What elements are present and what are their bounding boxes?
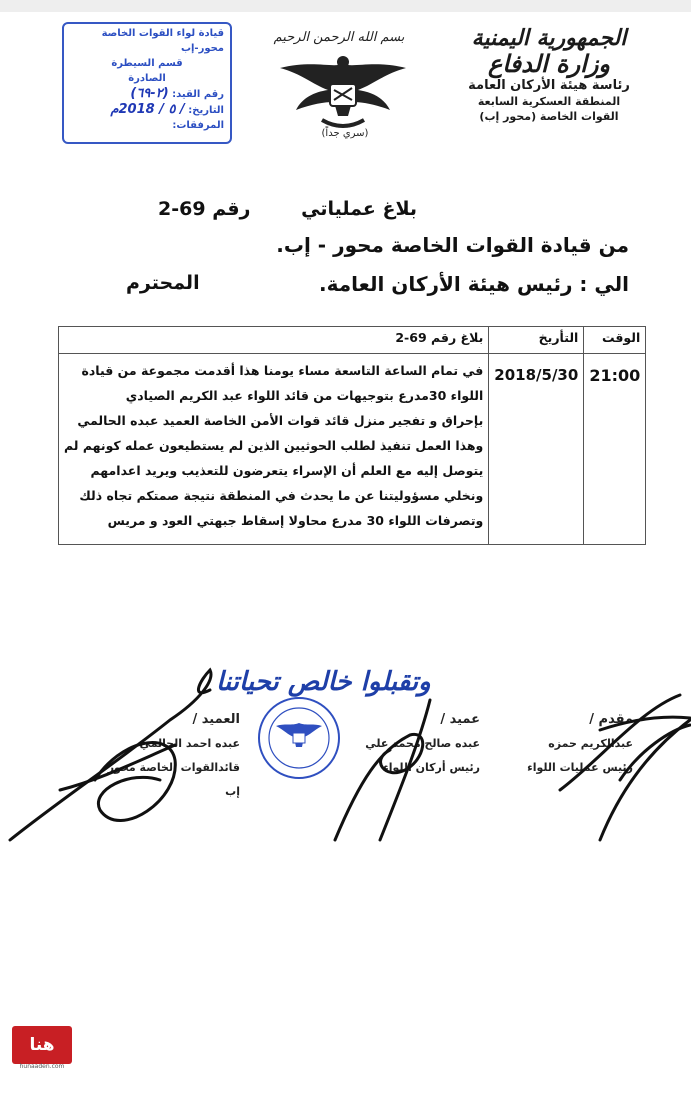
watermark-logo [12, 1026, 72, 1093]
report-line: وهذا العمل تنفيذ لطلب الحوثيين الذين لم يستطيعون عمله كونهم لم [64, 438, 484, 453]
subject-number: رقم 69-2 [158, 198, 251, 220]
basmala: بسم الله الرحمن الرحيم [273, 30, 405, 45]
watermark-url: hunaaden.com [19, 1063, 65, 1070]
staff-name: رئاسة هيئة الأركان العامة [468, 78, 630, 93]
header-date: التأريخ [489, 327, 584, 354]
incoming-stamp [62, 22, 232, 144]
stamp-ref-row [70, 86, 224, 102]
secrecy-label: (سري جداً) [321, 128, 369, 139]
report-table [58, 326, 646, 545]
report-line: يتوصل إليه مع العلم أن الإسراء يتعرضون للتعذيب ويريد اعدامهم [90, 463, 484, 478]
stamp-line-3: الصادرة [128, 73, 166, 84]
official-seal-icon [256, 695, 342, 781]
table-header-row [59, 327, 646, 354]
signature-role: العميد / [192, 712, 240, 727]
report-line: اللواء 30مدرع بتوجيهات من قائد اللواء عبد الكريم الصيادي [125, 388, 484, 403]
stamp-date-value: / ٥ / 2018م [110, 102, 185, 117]
to-line: الي : رئيس هيئة الأركان العامة. [319, 272, 629, 296]
report-line: ونخلي مسؤوليتنا عن ما يحدث في المنطقة نتيجة صمتكم تجاه ذلك [79, 488, 484, 503]
header-report: بلاغ رقم 69-2 [59, 327, 489, 354]
top-strip [0, 0, 691, 12]
signature-block-operations [473, 708, 633, 780]
closing-greeting: وتقبلوا خالص تحياتنا [216, 667, 431, 697]
stamp-ref-value: (٢-٦٩) [130, 86, 169, 101]
header-time: الوقت [584, 327, 646, 354]
stamp-attach-label: المرفقات: [172, 120, 224, 131]
region-name: المنطقة العسكرية السابعة [477, 95, 621, 108]
signature-block-chief-of-staff [340, 708, 480, 780]
report-line: بإحراق و تفجير منزل قائد قوات الأمن الخاصة العميد عبده الحالمي [77, 413, 484, 428]
from-line: من قيادة القوات الخاصة محور - إب. [276, 233, 629, 257]
signature-role: مقدم / [589, 712, 633, 727]
signature-block-commander [90, 708, 240, 804]
ministry-name: وزارة الدفاع [487, 49, 611, 78]
signature-role: عميد / [440, 712, 480, 727]
report-body [59, 354, 489, 545]
subject-title: بلاغ عملياتي [301, 198, 417, 220]
signature-name: عبده صالح محمد علي [365, 737, 480, 750]
stamp-date-row [70, 102, 224, 118]
respect-label: المحترم [126, 272, 200, 294]
stamp-line-2: قسم السيطرة [111, 58, 183, 69]
signature-title: رئيس عمليات اللواء [527, 761, 633, 774]
republic-name: الجمهورية اليمنية [471, 25, 627, 51]
signature-title: رئيس أركان اللواء [383, 761, 480, 774]
eagle-emblem-icon [272, 50, 414, 132]
report-line: في تمام الساعة التاسعة مساء يومنا هذا أقدمت مجموعة من قيادة [81, 363, 484, 378]
report-date: 2018/5/30 [489, 354, 584, 545]
signature-name: عبدالكريم حمزه [548, 737, 633, 750]
table-row [59, 354, 646, 545]
stamp-date-label: التاريخ: [188, 105, 224, 116]
signature-name: عبده احمد الحالمي [139, 737, 240, 750]
stamp-line-1: قيادة لواء القوات الخاصة محور-إب [101, 28, 224, 54]
signature-title: قائدالقوات الخاصة محور إب [107, 761, 240, 798]
watermark-brand: هنا عدن [12, 1026, 72, 1064]
forces-name: القوات الخاصة (محور إب) [479, 110, 619, 123]
stamp-ref-label: رقم القيد: [172, 89, 224, 100]
ministry-header [449, 26, 649, 124]
report-line: وتصرفات اللواء 30 مدرع محاولا إسقاط جبهتي العود و مريس [107, 513, 484, 528]
report-time: 21:00 [584, 354, 646, 545]
